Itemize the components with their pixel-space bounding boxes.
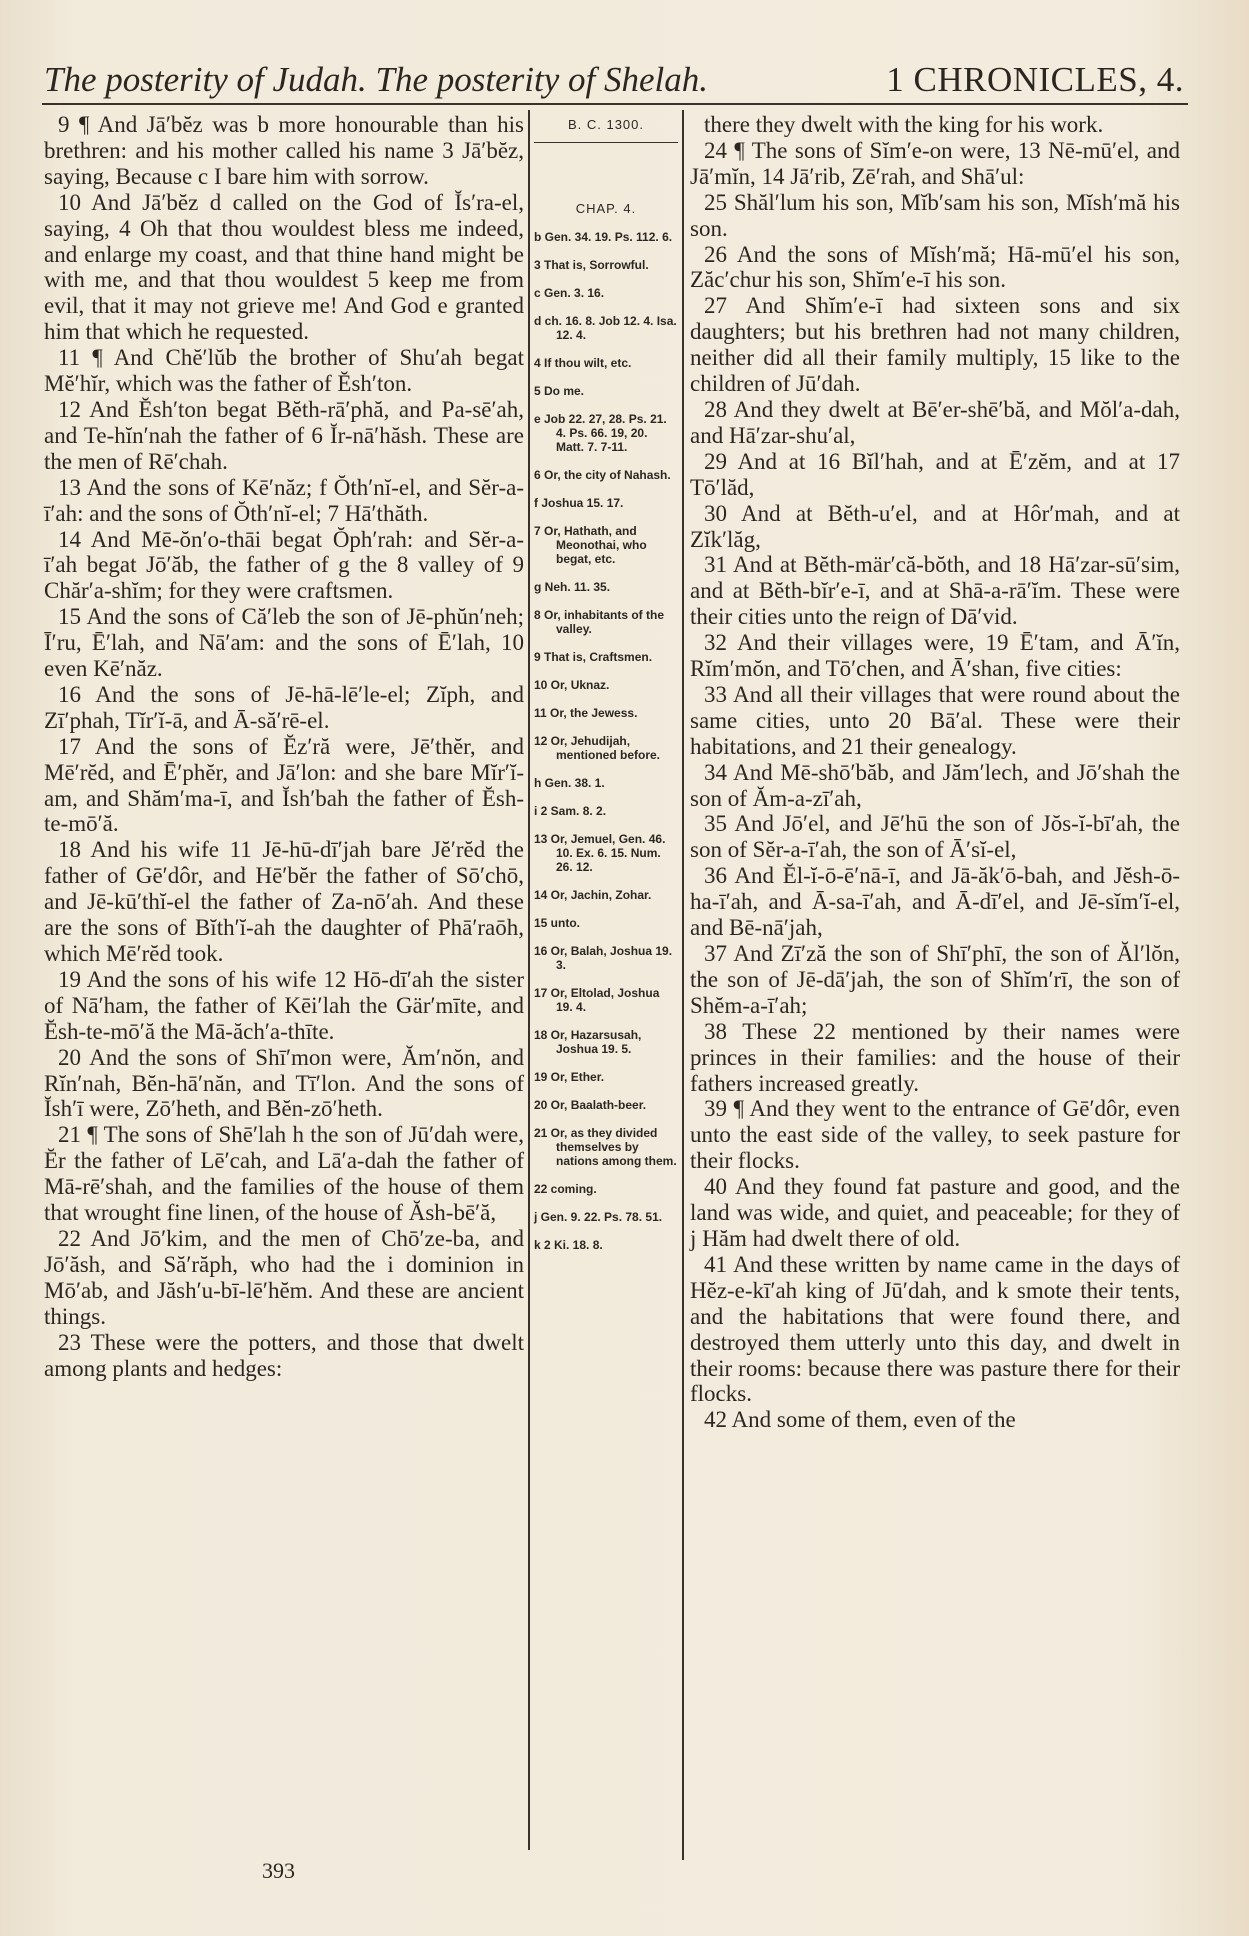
verse: 31 And at Bĕth-mär′că-bŏth, and 18 Hā′zar-sū′sim, and at Bĕth-bĭr′e-ī, and at Shā-a-rā′ĭm. These were their cities unto the reign of Dā′vid.: [690, 552, 1180, 630]
verse: 13 And the sons of Kē′năz; f Ŏth′nĭ-el, and Sĕr-a-ī′ah: and the sons of Ŏth′nĭ-el; 7 Hā′thăth.: [44, 474, 524, 526]
right-column: [690, 112, 1180, 1433]
margin-note: 15 unto.: [534, 916, 581, 930]
margin-note: 5 Do me.: [534, 384, 585, 398]
margin-note: 18 Or, Hazarsusah, Joshua 19. 5.: [534, 1028, 642, 1056]
date-label: B. C. 1300.: [567, 117, 645, 132]
margin-note: 3 That is, Sorrowful.: [534, 258, 649, 272]
margin-note: 11 Or, the Jewess.: [534, 706, 638, 720]
verse: 29 And at 16 Bĭl′hah, and at Ē′zĕm, and at 17 Tō′lăd,: [690, 448, 1180, 500]
verse: 27 And Shĭm′e-ī had sixteen sons and six daughters; but his brethren had not many children, neither did all their family multiply, 15 like to the children of Jū′dah.: [690, 293, 1180, 397]
verse: 14 And Mē-ŏn′o-thāi begat Ŏph′rah: and Sĕr-a-ī′ah begat Jō′ăb, the father of g the 8 valley of 9 Chăr′a-shĭm; for they were craftsmen.: [44, 526, 524, 604]
margin-note: 16 Or, Balah, Joshua 19. 3.: [534, 944, 673, 972]
verse: 20 And the sons of Shī′mon were, Ăm′nŏn, and Rĭn′nah, Bĕn-hā′năn, and Tī′lon. And the sons of Ĭsh′ī were, Zō′heth, and Bĕn-zō′heth.: [44, 1044, 524, 1122]
margin-note: j Gen. 9. 22. Ps. 78. 51.: [534, 1210, 663, 1224]
header-rule: [42, 103, 1188, 105]
verse: 26 And the sons of Mĭsh′mă; Hā-mū′el his son, Zăc′chur his son, Shĭm′e-ī his son.: [690, 241, 1180, 293]
margin-note: 14 Or, Jachin, Zohar.: [534, 888, 652, 902]
margin-note: e Job 22. 27, 28. Ps. 21. 4. Ps. 66. 19, 20. Matt. 7. 7-11.: [534, 412, 667, 454]
verse: 38 These 22 mentioned by their names were princes in their families: and the house of their fathers increased greatly.: [690, 1018, 1180, 1096]
verse: 41 And these written by name came in the days of Hĕz-e-kī′ah king of Jū′dah, and k smote their tents, and the habitations that were found there, and destroyed them utterly unto this day, and dwelt in their rooms: because there was pasture there for their flocks.: [690, 1251, 1180, 1407]
margin-note: 7 Or, Hathath, and Meonothai, who begat, etc.: [534, 524, 647, 566]
margin-note: 13 Or, Jemuel, Gen. 46. 10. Ex. 6. 15. Num. 26. 12.: [534, 832, 666, 874]
page-number: 393: [262, 1858, 295, 1883]
margin-note: 17 Or, Eltolad, Joshua 19. 4.: [534, 986, 660, 1014]
verse: 40 And they found fat pasture and good, and the land was wide, and quiet, and peaceable; for they of j Hăm had dwelt there of old.: [690, 1174, 1180, 1251]
verse: 16 And the sons of Jē-hā-lē′le-el; Zĭph, and Zī′phah, Tĭr′ĭ-ā, and Ā-să′rē-el.: [44, 681, 524, 733]
verse: 21 ¶ The sons of Shē′lah h the son of Jū′dah were, Ĕr the father of Lē′cah, and Lā′a-dah the father of Mā-rē′shah, and the families of the house of them that wrought fine linen, of the house of Ăsh-bē′ă,: [44, 1122, 524, 1226]
margin-note: h Gen. 38. 1.: [534, 776, 605, 790]
margin-note: g Neh. 11. 35.: [534, 580, 611, 594]
verse: 35 And Jō′el, and Jē′hū the son of Jŏs-ĭ-bī′ah, the son of Sĕr-a-ī′ah, the son of Ā′sĭ-el,: [690, 811, 1180, 863]
margin-note: k 2 Ki. 18. 8.: [534, 1238, 603, 1252]
verse: 11 ¶ And Chĕ′lŭb the brother of Shu′ah begat Mĕ′hĭr, which was the father of Ĕsh′ton.: [44, 345, 524, 397]
verse: 17 And the sons of Ĕz′ră were, Jē′thĕr, and Mē′rĕd, and Ē′phĕr, and Jā′lon: and she bare Mĭr′ĭ-am, and Shăm′ma-ī, and Ĭsh′bah the father of Ĕsh-te-mō′ă.: [44, 733, 524, 837]
verse: 36 And Ĕl-ĭ-ō-ē′nā-ī, and Jā-ăk′ō-bah, and Jĕsh-ō-ha-ī′ah, and Ā-sa-ī′ah, and Ā-dī′el, and Jē-sĭm′ĭ-el, and Bē-nā′jah,: [690, 863, 1180, 941]
verse: 32 And their villages were, 19 Ē′tam, and Ā′ĭn, Rĭm′mŏn, and Tō′chen, and Ā′shan, five cities:: [690, 630, 1180, 682]
margin-note: 10 Or, Uknaz.: [534, 678, 610, 692]
verse: 34 And Mē-shō′băb, and Jăm′lech, and Jō′shah the son of Ăm-a-zī′ah,: [690, 759, 1180, 811]
verse: 28 And they dwelt at Bē′er-shē′bă, and Mŏl′a-dah, and Hā′zar-shu′al,: [690, 396, 1180, 448]
verse: 15 And the sons of Că′leb the son of Jē-phŭn′neh; Ī′ru, Ē′lah, and Nā′am: and the sons of Ē′lah, 10 even Kē′năz.: [44, 604, 524, 682]
verse: 33 And all their villages that were round about the same cities, unto 20 Bā′al. These were their habitations, and 21 their genealogy.: [690, 681, 1180, 759]
margin-note: 12 Or, Jehudijah, mentioned before.: [534, 734, 661, 762]
verse: 42 And some of them, even of the: [704, 1407, 1016, 1433]
verse: there they dwelt with the king for his work.: [704, 112, 1104, 137]
column-divider-right: [682, 110, 684, 1860]
verse: 24 ¶ The sons of Sĭm′e-on were, 13 Nē-mū′el, and Jā′mĭn, 14 Jā′rib, Zē′rah, and Shā′ul:: [690, 137, 1180, 189]
verse: 37 And Zī′ză the son of Shī′phī, the son of Ăl′lŏn, the son of Jē-dā′jah, the son of Shĭm′rī, the son of Shĕm-a-ī′ah;: [690, 941, 1180, 1018]
left-column: [44, 112, 524, 1381]
header-left: The posterity of Judah. The posterity of Shelah.: [44, 60, 708, 99]
verse: 18 And his wife 11 Jē-hū-dī′jah bare Jĕ′rĕd the father of Gē′dôr, and Hē′bĕr the father of Sō′chō, and Jē-kū′thĭ-el the father of Za-nō′ah. And these are the sons of Bĭth′ĭ-ah the daughter of Phā′raōh, which Mē′rĕd took.: [44, 837, 524, 966]
verse: 30 And at Bĕth-u′el, and at Hôr′mah, and at Zĭk′lăg,: [690, 500, 1180, 552]
margin-note: 20 Or, Baalath-beer.: [534, 1098, 647, 1112]
margin-note: 9 That is, Craftsmen.: [534, 650, 653, 664]
verse: 10 And Jā′bĕz d called on the God of Ĭs′ra-el, saying, 4 Oh that thou wouldest bless me indeed, and enlarge my coast, and that thine hand might be with me, and that thou wouldest 5 keep me from evil, that it may not grieve me! And God e granted him that which he requested.: [44, 189, 524, 345]
margin-note: 8 Or, inhabitants of the valley.: [534, 608, 665, 636]
date-rule: [534, 142, 678, 143]
margin-note: i 2 Sam. 8. 2.: [534, 804, 607, 818]
running-header: [44, 56, 1184, 104]
margin-note: 4 If thou wilt, etc.: [534, 356, 632, 370]
verse: 9 ¶ And Jā′bĕz was b more honourable than his brethren: and his mother called his name 3 Jā′bĕz, saying, Because c I bare him with sorrow.: [44, 112, 524, 189]
margin-note: 6 Or, the city of Nahash.: [534, 468, 671, 482]
verse: 19 And the sons of his wife 12 Hō-dī′ah the sister of Nā′ham, the father of Kēi′lah the Gär′mīte, and Ĕsh-te-mō′ă the Mā-ăch′a-thīte.: [44, 966, 524, 1044]
margin-notes: [534, 230, 678, 1252]
margin-note: 22 coming.: [534, 1182, 597, 1196]
margin-note: f Joshua 15. 17.: [534, 496, 624, 510]
chapter-label: CHAP. 4.: [575, 201, 637, 216]
verse: 39 ¶ And they went to the entrance of Gē′dôr, even unto the east side of the valley, to seek pasture for their flocks.: [690, 1096, 1180, 1174]
verse: 22 And Jō′kim, and the men of Chō′ze-ba, and Jō′ăsh, and Să′răph, who had the i dominion in Mō′ab, and Jăsh′u-bī-lē′hĕm. And these are ancient things.: [44, 1225, 524, 1329]
verse: 23 These were the potters, and those that dwelt among plants and hedges:: [44, 1329, 524, 1381]
margin-note: 21 Or, as they divided themselves by nations among them.: [534, 1126, 677, 1168]
margin-note: 19 Or, Ether.: [534, 1070, 605, 1084]
margin-note: c Gen. 3. 16.: [534, 286, 605, 300]
verse: 25 Shăl′lum his son, Mĭb′sam his son, Mĭsh′mă his son.: [690, 189, 1180, 241]
verse: 12 And Ĕsh′ton begat Bĕth-rā′phă, and Pa-sē′ah, and Te-hĭn′nah the father of 6 Ĭr-nā′hăsh. These are the men of Rē′chah.: [44, 396, 524, 474]
margin-note: d ch. 16. 8. Job 12. 4. Isa. 12. 4.: [534, 314, 677, 342]
margin-note: b Gen. 34. 19. Ps. 112. 6.: [534, 230, 673, 244]
header-right: 1 CHRONICLES, 4.: [886, 60, 1184, 99]
margin-notes-column: [534, 112, 678, 1266]
column-divider-left: [528, 110, 530, 1850]
